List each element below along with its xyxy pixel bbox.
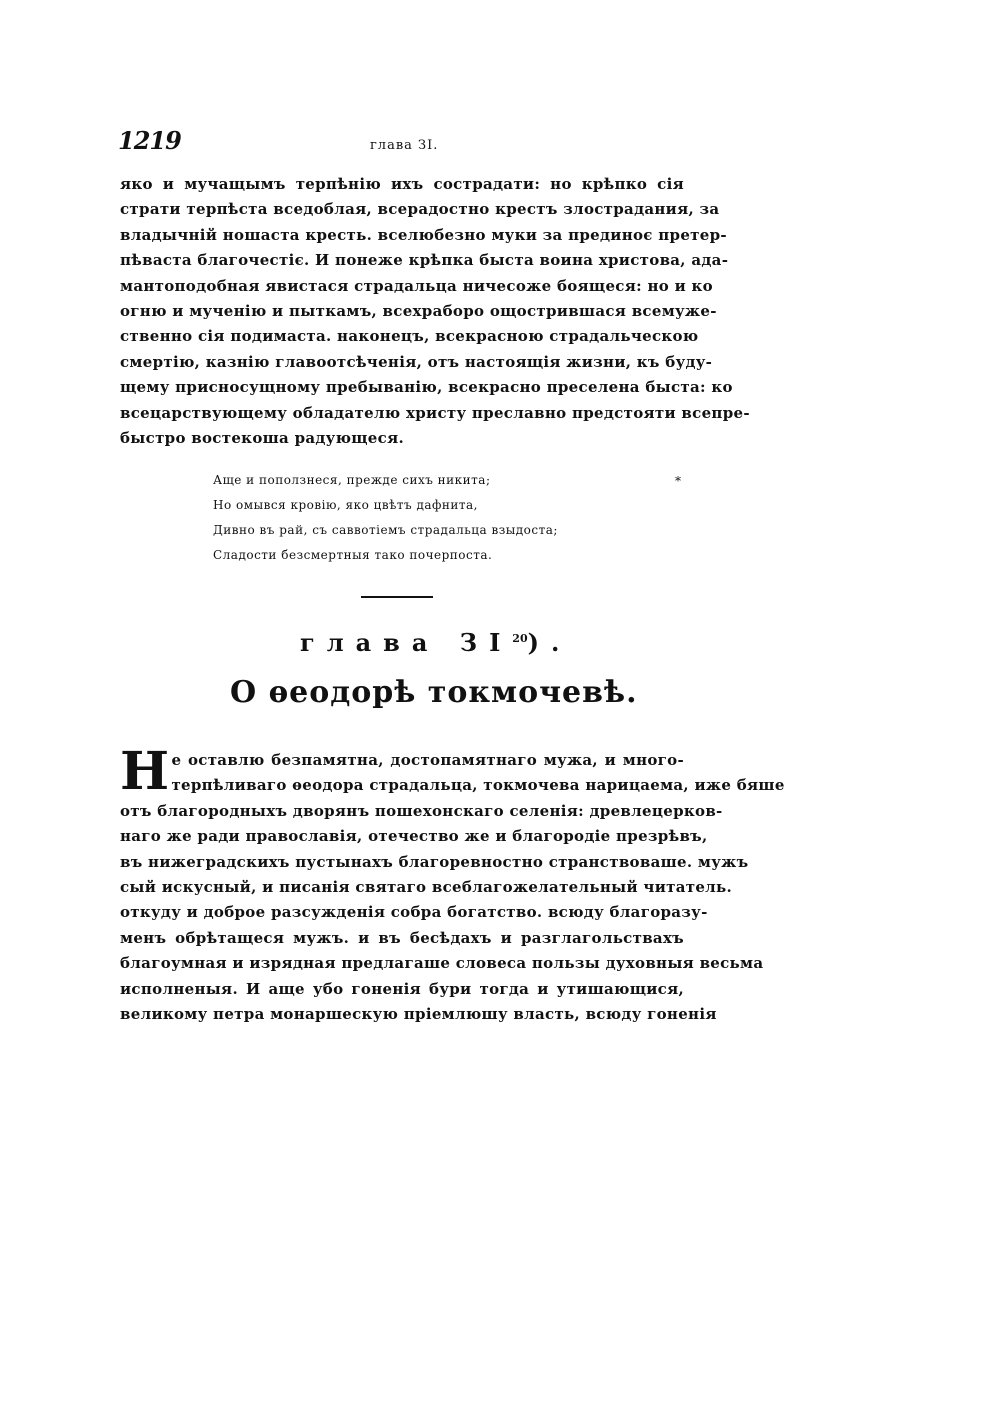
text-line: мантоподобная явистася страдальца ничесоже боящеся: но и ко [120, 276, 713, 295]
text-line: сый искусный, и писанія святаго всеблагожелательный читатель. [120, 878, 733, 897]
verse-line: Сладости безсмертныя тако почерпоста. [213, 548, 493, 562]
section-divider [361, 596, 433, 598]
chapter-heading-close: ). [527, 628, 572, 657]
text-line: ственно сія подимаста. наконецъ, всекрасною страдальческою [120, 327, 699, 346]
verse-line: Но омывся кровію, яко цвѣтъ дафнита, [213, 498, 478, 512]
drop-cap: Н [120, 741, 170, 802]
text-line: е оставлю безпамятна, достопамятнаго мужа, и много- [171, 751, 684, 769]
text-line: всецарствующему обладателю христу преславно предстояти всепре- [120, 403, 750, 422]
text-line: страти терпѣста вседоблая, всерадостно крестъ злострадания, за [120, 200, 720, 219]
text-line: благоумная и изрядная предлагаше словеса пользы духовныя весьма [120, 954, 764, 973]
page-number: 1219 [118, 126, 181, 155]
text-line: великому петра монаршескую пріемлюшу власть, всюду гоненія [120, 1005, 717, 1024]
text-line: смертію, казнію главоотсѣченія, отъ настоящія жизни, къ буду- [120, 352, 713, 371]
chapter-heading-text: глава ЗI [300, 628, 513, 657]
margin-mark: * [675, 474, 681, 488]
text-line: владычній ношаста кресть. вселюбезно муки за прединоє претер- [120, 225, 727, 244]
chapter-paragraph [120, 741, 785, 1027]
text-line: быстро востекоша радующеся. [120, 429, 404, 448]
text-line: отъ благородныхъ дворянъ пошехонскаго селенія: древлецерков- [120, 801, 723, 820]
text-line: пѣваста благочестіє. И понеже крѣпка быста воина христова, ада- [120, 251, 729, 270]
verse-line: Дивно въ рай, съ саввотіемъ страдальца взыдоста; [213, 523, 558, 537]
text-line: наго же ради православія, отечество же и благородіе презрѣвъ, [120, 827, 708, 846]
footnote-marker: 20 [512, 632, 528, 645]
text-line: откуду и доброе разсужденія собра богатство. всюду благоразу- [120, 903, 708, 922]
verse-block [213, 468, 558, 568]
chapter-heading [300, 628, 572, 657]
text-line: яко и мучащымъ терпѣнію ихъ сострадати: но крѣпко сія [120, 175, 684, 193]
running-head: глава ЗI. [370, 138, 439, 153]
text-line: терпѣливаго ѳеодора страдальца, токмочева нарицаема, иже бяше [171, 776, 785, 795]
top-paragraph [120, 172, 750, 451]
chapter-title: О ѳеодорѣ токмочевѣ. [230, 675, 638, 710]
text-line: въ нижеградскихъ пустынахъ благоревностно странствоваше. мужъ [120, 852, 749, 871]
text-line: менъ обрѣтащеся мужъ. и въ бесѣдахъ и разглагольствахъ [120, 928, 684, 947]
verse-line: Аще и поползнеся, прежде сихъ никита; [213, 473, 491, 487]
text-line: исполненыя. И аще убо гоненія бури тогда и утишающися, [120, 979, 684, 998]
text-line: щему присносущному пребыванію, всекрасно преселена быста: ко [120, 378, 733, 397]
text-line: огню и мученію и пыткамъ, всехраборо ощострившася всемуже- [120, 302, 717, 321]
